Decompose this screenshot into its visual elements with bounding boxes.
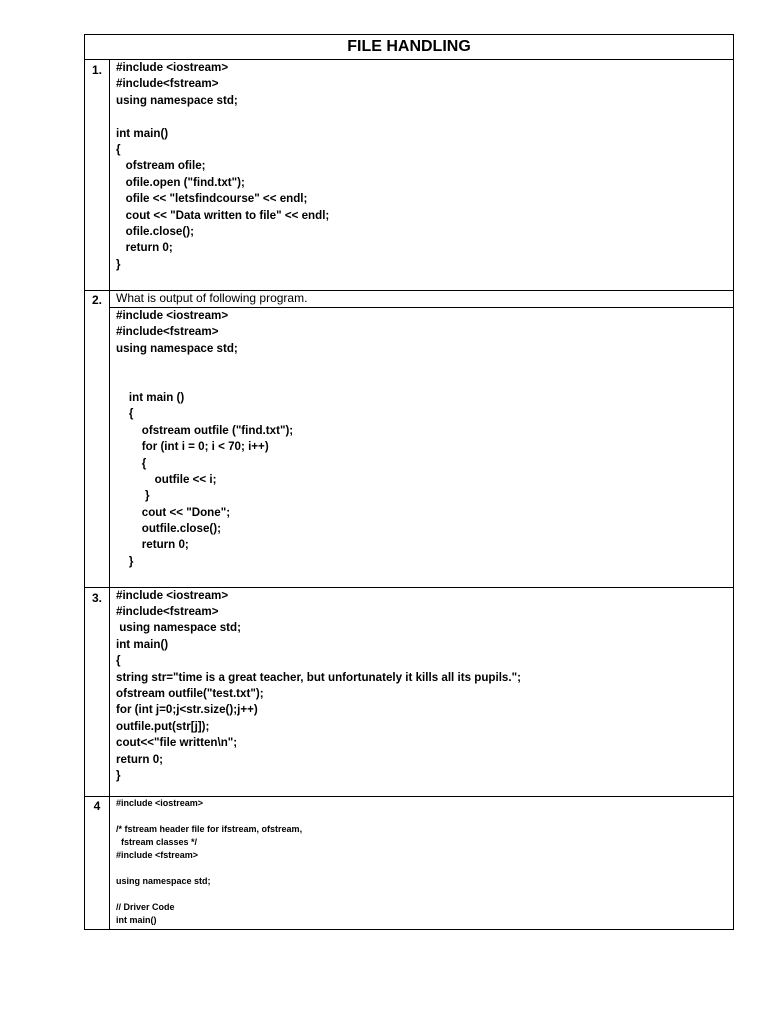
code-line: using namespace std; xyxy=(116,621,241,635)
code-line: // Driver Code xyxy=(116,901,175,912)
code-line: #include<fstream> xyxy=(116,325,219,339)
page-title: FILE HANDLING xyxy=(85,35,734,60)
code-line: for (int j=0;j<str.size();j++) xyxy=(116,703,258,717)
code-line: string str="time is a great teacher, but unfortunately it kills all its pupils."; xyxy=(116,670,521,684)
code-line xyxy=(116,570,733,586)
code-line: int main () xyxy=(116,390,185,404)
question-text: What is output of following program. xyxy=(110,291,734,308)
code-line: ofstream outfile ("find.txt"); xyxy=(116,423,294,437)
code-line: int main() xyxy=(116,126,169,140)
code-line: outfile.close(); xyxy=(116,522,221,536)
code-line: return 0; xyxy=(116,752,164,766)
question-row-3 xyxy=(85,587,734,796)
code-line: return 0; xyxy=(116,241,173,255)
item-number: 2. xyxy=(85,291,110,588)
code-line: { xyxy=(116,407,134,421)
code-line xyxy=(116,374,733,390)
code-line: fstream classes */ xyxy=(116,836,198,847)
question-row-4 xyxy=(85,796,734,929)
item-number: 3. xyxy=(85,587,110,796)
code-line: outfile << i; xyxy=(116,472,217,486)
file-handling-table xyxy=(84,34,734,930)
code-line: } xyxy=(116,257,121,271)
code-line: /* fstream header file for ifstream, ofstream, xyxy=(116,823,303,834)
item-number: 1. xyxy=(85,60,110,291)
code-line: cout<<"file written\n"; xyxy=(116,736,238,750)
code-line xyxy=(116,810,733,823)
code-line: { xyxy=(116,456,147,470)
code-line: #include <iostream> xyxy=(116,61,229,74)
code-line: } xyxy=(116,768,121,782)
code-line: } xyxy=(116,554,134,568)
code-line: for (int i = 0; i < 70; i++) xyxy=(116,440,269,454)
code-line: outfile.put(str[j]); xyxy=(116,719,210,733)
code-line xyxy=(116,109,733,125)
code-line: { xyxy=(116,142,121,156)
code-line: } xyxy=(116,489,150,503)
item-number: 4 xyxy=(85,796,110,929)
code-row-2 xyxy=(85,308,734,588)
code-line: #include<fstream> xyxy=(116,605,219,619)
code-line: #include <iostream> xyxy=(116,309,229,322)
code-line: using namespace std; xyxy=(116,93,238,107)
code-block-2 xyxy=(110,308,734,588)
code-line: int main() xyxy=(116,637,169,651)
code-line: using namespace std; xyxy=(116,341,238,355)
code-line: ofstream ofile; xyxy=(116,159,206,173)
code-line: #include<fstream> xyxy=(116,77,219,91)
code-line xyxy=(116,357,733,373)
code-line: ofstream outfile("test.txt"); xyxy=(116,686,264,700)
code-line: ofile << "letsfindcourse" << endl; xyxy=(116,192,308,206)
code-line: #include <iostream> xyxy=(116,588,229,602)
code-block-4 xyxy=(110,796,734,929)
code-block-3 xyxy=(110,587,734,796)
code-line: return 0; xyxy=(116,538,189,552)
code-line: cout << "Done"; xyxy=(116,505,231,519)
code-line xyxy=(116,888,733,901)
code-line: ofile.close(); xyxy=(116,224,194,238)
code-line: int main() xyxy=(116,914,157,925)
code-line: using namespace std; xyxy=(116,875,211,886)
code-line: ofile.open ("find.txt"); xyxy=(116,175,245,189)
code-line xyxy=(116,862,733,875)
question-row-1 xyxy=(85,60,734,291)
code-line: #include <iostream> xyxy=(116,797,204,808)
code-block-1 xyxy=(110,60,734,291)
code-line: #include <fstream> xyxy=(116,849,199,860)
code-line: { xyxy=(116,654,121,668)
code-line: cout << "Data written to file" << endl; xyxy=(116,208,330,222)
question-row-2 xyxy=(85,291,734,308)
